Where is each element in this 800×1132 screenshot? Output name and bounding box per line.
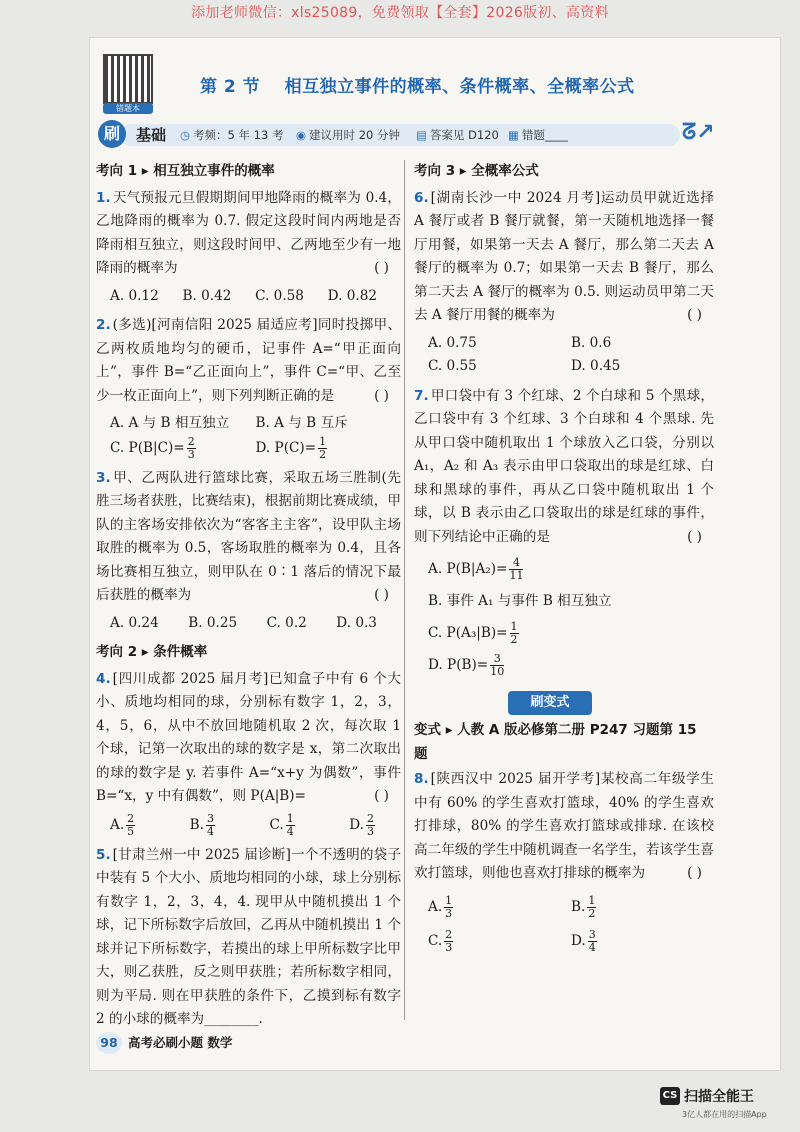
qr-label: 错题本 [103, 103, 153, 114]
basic-header-bar [98, 118, 708, 152]
bianshi-title: 变式 ▸ 人教 A 版必修第二册 P247 习题第 15 题 [414, 722, 697, 762]
question-4: 4. [四川成都 2025 届月考]已知盒子中有 6 个大小、质地均相同的球，分别标有数字 1，2，3，4，5，6，从中不放回地随机取 2 次，每次取 1 个球，记第一次取出的球的数字是 x，第二次取出的球的数字是 y. 若事件 A=“x+y 为偶数”，事件 B=“x，y 中有偶数”，则 P(A|B)= ( ) [96, 670, 401, 804]
section-title [200, 72, 635, 97]
meta-frequency: ◷ 考频：5 年 13 考 [180, 128, 284, 142]
decoration-icon: ᘔ↗ [682, 120, 715, 145]
scanner-tagline: 3亿人都在用的扫描App [682, 1110, 767, 1119]
question-2-options: A. A 与 B 相互独立 B. A 与 B 互斥 C. P(B|C)= $\frac{2}{3}$ D. P(C)= $\frac{1}{2}$ [110, 415, 348, 461]
qr-code-icon [103, 54, 153, 104]
scanner-name: 扫描全能王 [684, 1088, 754, 1105]
right-column [414, 158, 714, 958]
question-1-options: A. 0.12 B. 0.42 C. 0.58 D. 0.82 [110, 287, 377, 304]
watermark-text: 添加老师微信：xls25089，免费领取【全套】2026版初、高资料 [191, 5, 609, 21]
left-column [96, 158, 401, 1036]
page-footer [96, 1032, 232, 1054]
question-6-options: A. 0.75 B. 0.6 C. 0.55 D. 0.45 [428, 334, 621, 374]
meta-wrong: ▦ 错题____ [508, 128, 568, 142]
question-8: 8. [陕西汉中 2025 届开学考]某校高二年级学生中有 60% 的学生喜欢打篮球，40% 的学生喜欢打排球，80% 的学生喜欢打篮球或排球. 在该校高二年级的学生中随机调查一名学生，若该学生喜欢打篮球，则他也喜欢打排球的概率为 ( ) [414, 771, 714, 881]
topic-3: 考向 3 ▸ 全概率公式 [414, 163, 539, 179]
timer-icon: ◉ [296, 128, 307, 142]
shua-badge: 刷 [98, 120, 126, 148]
topic-1: 考向 1 ▸ 相互独立事件的概率 [96, 163, 275, 179]
question-3: 3. 甲、乙两队进行篮球比赛，采取五场三胜制(先胜三场者获胜，比赛结束)，根据前期比赛成绩，甲队的主客场安排依次为“客客主主客”，设甲队主场取胜的概率为 0.5，客场取胜的概率为 0.4，且各场比赛相互独立，则甲队在 0∶1 落后的情况下最后获胜的概率为 ( ) [96, 469, 401, 603]
bianshi-banner: 刷变式 [508, 691, 592, 715]
page-number: 98 [96, 1032, 122, 1054]
topic-2: 考向 2 ▸ 条件概率 [96, 644, 208, 660]
meta-time: ◉ 建议用时 20 分钟 [296, 128, 400, 142]
question-7: 7. 甲口袋中有 3 个红球、2 个白球和 5 个黑球，乙口袋中有 3 个红球、3 个白球和 4 个黑球. 先从甲口袋中随机取出 1 个球放入乙口袋，分别以 A₁，A₂ 和 A₃ 表示由甲口袋取出的球是红球、白球和黑球的事件，再从乙口袋中随机取出 1 个球，以 B 表示由乙口袋取出的球是红球的事件，则下列结论中正确的是 ( ) [414, 387, 714, 545]
question-4-options: A. $\frac{2}{5}$ B. $\frac{3}{4}$ C. $\frac{1}{4}$ D. $\frac{2}{3}$ [110, 811, 374, 838]
section-title-text: 相互独立事件的概率、条件概率、全概率公式 [284, 77, 635, 97]
basic-label: 基础 [136, 126, 167, 144]
note-icon: ▦ [508, 128, 519, 142]
question-6: 6. [湖南长沙一中 2024 月考]运动员甲就近选择 A 餐厅或者 B 餐厅就餐，第一天随机地选择一餐厅用餐，如果第一天去 A 餐厅，那么第二天去 A 餐厅的概率为 0.7；如果第一天去 B 餐厅，那么第二天去 A 餐厅的概率为 0.5. 则运动员甲第二天去 A 餐厅用餐的概率为 ( ) [414, 189, 714, 323]
camscanner-logo-icon: CS [660, 1087, 680, 1105]
question-8-options: A. $\frac{1}{3}$ B. $\frac{1}{2}$ C. $\frac{2}{3}$ D. $\frac{3}{4}$ [428, 893, 596, 954]
question-5: 5. [甘肃兰州一中 2025 届诊断]一个不透明的袋子中装有 5 个大小、质地均相同的小球，球上分别标有数字 1，2，3，4，4. 现甲从中随机摸出 1 个球，记下所标数字后放回，乙再从中随机摸出 1 个球并记下所标数字，若摸出的球上甲所标数字比甲大，则乙获胜，反之则甲获胜；若所标数字相同，则为平局. 则在甲获胜的条件下，乙摸到标有数字 2 的小球的概率为________. [96, 846, 401, 1027]
book-icon: ▤ [416, 128, 427, 142]
book-title: 高考必刷小题 数学 [128, 1035, 233, 1050]
question-2: 2. (多选)[河南信阳 2025 届适应考]同时投掷甲、乙两枚质地均匀的硬币，记事件 A=“甲正面向上”，事件 B=“乙正面向上”，事件 C=“甲、乙至少一枚正面向上”，则下列判断正确的是 ( ) [96, 317, 401, 404]
question-7-options: A. P(B|A₂)= $\frac{4}{11}$ B. 事件 A₁ 与事件 B 相互独立 C. P(A₃|B)= $\frac{1}{2}$ D. P(B)= $\frac{3}{10}$ [428, 556, 612, 678]
scanner-watermark [660, 1085, 767, 1119]
question-3-options: A. 0.24 B. 0.25 C. 0.2 D. 0.3 [110, 614, 377, 631]
section-number: 第 2 节 [200, 77, 261, 97]
question-1: 1. 天气预报元旦假期期间甲地降雨的概率为 0.4，乙地降雨的概率为 0.7. 假定这段时间内两地是否降雨相互独立，则这段时间甲、乙两地至少有一地降雨的概率为 ( ) [96, 189, 401, 276]
meta-answer: ▤ 答案见 D120 [416, 128, 499, 142]
clock-icon: ◷ [180, 128, 191, 142]
column-divider [404, 160, 405, 1020]
